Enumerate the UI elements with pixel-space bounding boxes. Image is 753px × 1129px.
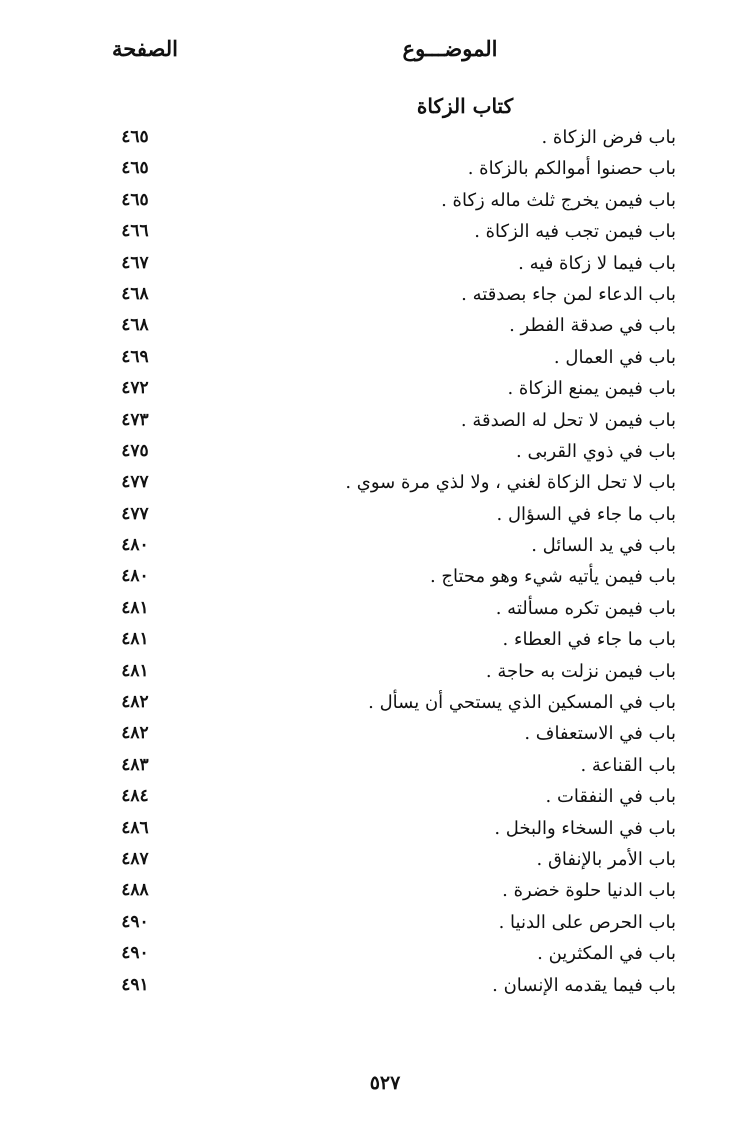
toc-entry-title: باب ما جاء في العطاء . (502, 629, 676, 651)
toc-entry-title: باب فيمن لا تحل له الصدقة . (460, 409, 676, 431)
toc-row (100, 533, 676, 564)
toc-entry-title: باب فيما لا زكاة فيه . (518, 252, 676, 274)
toc-entry-page: ٤٨٠ (121, 566, 149, 587)
toc-row (100, 659, 676, 690)
toc-entry-page: ٤٧٧ (121, 503, 149, 524)
toc-entry-title: باب لا تحل الزكاة لغني ، ولا لذي مرة سوي . (345, 472, 676, 494)
toc-row (100, 721, 676, 752)
toc-row (100, 502, 676, 533)
toc-entry-page: ٤٨٦ (121, 817, 149, 838)
toc-entry-title: باب فيما يقدمه الإنسان . (492, 974, 676, 996)
toc-entry-title: باب في السخاء والبخل . (494, 817, 676, 839)
toc-row (100, 690, 676, 721)
toc-entry-page: ٤٨٣ (121, 754, 149, 775)
toc-entry-page: ٤٩٠ (121, 911, 149, 932)
toc-row (100, 188, 676, 219)
toc-row (100, 470, 676, 501)
toc-row (100, 251, 676, 282)
toc-row (100, 219, 676, 250)
toc-row (100, 784, 676, 815)
toc-row (100, 564, 676, 595)
toc-entry-title: باب في الاستعفاف . (524, 723, 676, 745)
toc-entry-page: ٤٩٠ (121, 943, 149, 964)
toc-entry-title: باب الدعاء لمن جاء بصدقته . (461, 283, 676, 305)
toc-entry-title: باب الحرص على الدنيا . (498, 911, 676, 933)
toc-entry-page: ٤٨٠ (121, 535, 149, 556)
toc-entry-page: ٤٨٨ (121, 880, 149, 901)
toc-entry-page: ٤٦٥ (121, 158, 149, 179)
toc-entry-page: ٤٦٥ (121, 127, 149, 147)
toc-entry-page: ٤٦٦ (121, 221, 149, 242)
toc-row (100, 627, 676, 658)
toc-entry-title: باب في النفقات . (545, 786, 676, 808)
toc-row (100, 910, 676, 941)
toc-entry-title: باب الأمر بالإنفاق . (536, 848, 676, 870)
toc-entry-title: باب في المسكين الذي يستحي أن يسأل . (368, 692, 676, 714)
toc-row (100, 156, 676, 187)
toc-entry-title: باب في صدقة الفطر . (509, 315, 676, 337)
toc-entry-page: ٤٦٩ (121, 346, 149, 367)
toc-entry-page: ٤٨١ (121, 597, 149, 618)
toc-entry-page: ٤٨٤ (121, 786, 149, 807)
toc-entry-title: باب فيمن يخرج ثلث ماله زكاة . (441, 189, 676, 211)
toc-entry-page: ٤٦٨ (121, 315, 149, 336)
toc-entry-title: باب فيمن نزلت به حاجة . (485, 660, 676, 682)
toc-row (100, 878, 676, 909)
toc-row (100, 941, 676, 972)
toc-entry-title: باب القناعة . (580, 754, 676, 776)
toc-entry-page: ٤٨١ (121, 629, 149, 650)
toc-row (100, 439, 676, 470)
toc-entry-title: باب في العمال . (553, 346, 676, 368)
subject-column-header: الموضـــوع (402, 36, 498, 61)
toc-row (100, 753, 676, 784)
toc-entry-title: باب فيمن يأتيه شيء وهو محتاج . (429, 566, 676, 588)
toc-entry-title: باب في ذوي القربى . (516, 440, 676, 462)
toc-entry-page: ٤٧٧ (121, 472, 149, 493)
toc-entry-page: ٤٦٥ (121, 189, 149, 210)
table-of-contents (100, 125, 676, 1025)
toc-row (100, 847, 676, 878)
toc-row (100, 816, 676, 847)
toc-entry-title: باب حصنوا أموالكم بالزكاة . (467, 158, 676, 180)
toc-entry-page: ٤٧٢ (121, 378, 149, 399)
toc-entry-page: ٤٨١ (121, 660, 149, 681)
toc-row (100, 345, 676, 376)
toc-entry-title: باب في المكثرين . (537, 943, 676, 965)
toc-entry-page: ٤٧٣ (121, 409, 149, 430)
toc-row (100, 973, 676, 1004)
toc-entry-page: ٤٦٧ (121, 252, 149, 273)
toc-entry-title: باب في يد السائل . (531, 535, 676, 557)
toc-entry-page: ٤٧٥ (121, 440, 149, 461)
toc-entry-page: ٤٩١ (121, 974, 149, 995)
toc-entry-page: ٤٨٢ (121, 692, 149, 713)
toc-entry-title: باب فيمن تجب فيه الزكاة . (474, 221, 676, 243)
toc-entry-title: باب ما جاء في السؤال . (496, 503, 676, 525)
toc-row (100, 125, 676, 156)
toc-row (100, 282, 676, 313)
toc-entry-title: باب الدنيا حلوة خضرة . (502, 880, 676, 902)
section-title: كتاب الزكاة (416, 94, 514, 118)
toc-entry-page: ٤٨٢ (121, 723, 149, 744)
toc-entry-title: باب فرض الزكاة . (541, 127, 676, 148)
toc-row (100, 376, 676, 407)
toc-row (100, 408, 676, 439)
toc-entry-title: باب فيمن يمنع الزكاة . (507, 378, 676, 400)
page-column-header: الصفحة (112, 36, 178, 61)
toc-row (100, 313, 676, 344)
toc-entry-page: ٤٨٧ (121, 848, 149, 869)
toc-entry-title: باب فيمن تكره مسألته . (495, 597, 676, 619)
toc-entry-page: ٤٦٨ (121, 283, 149, 304)
page-number: ٥٢٧ (369, 1072, 401, 1094)
toc-row (100, 596, 676, 627)
